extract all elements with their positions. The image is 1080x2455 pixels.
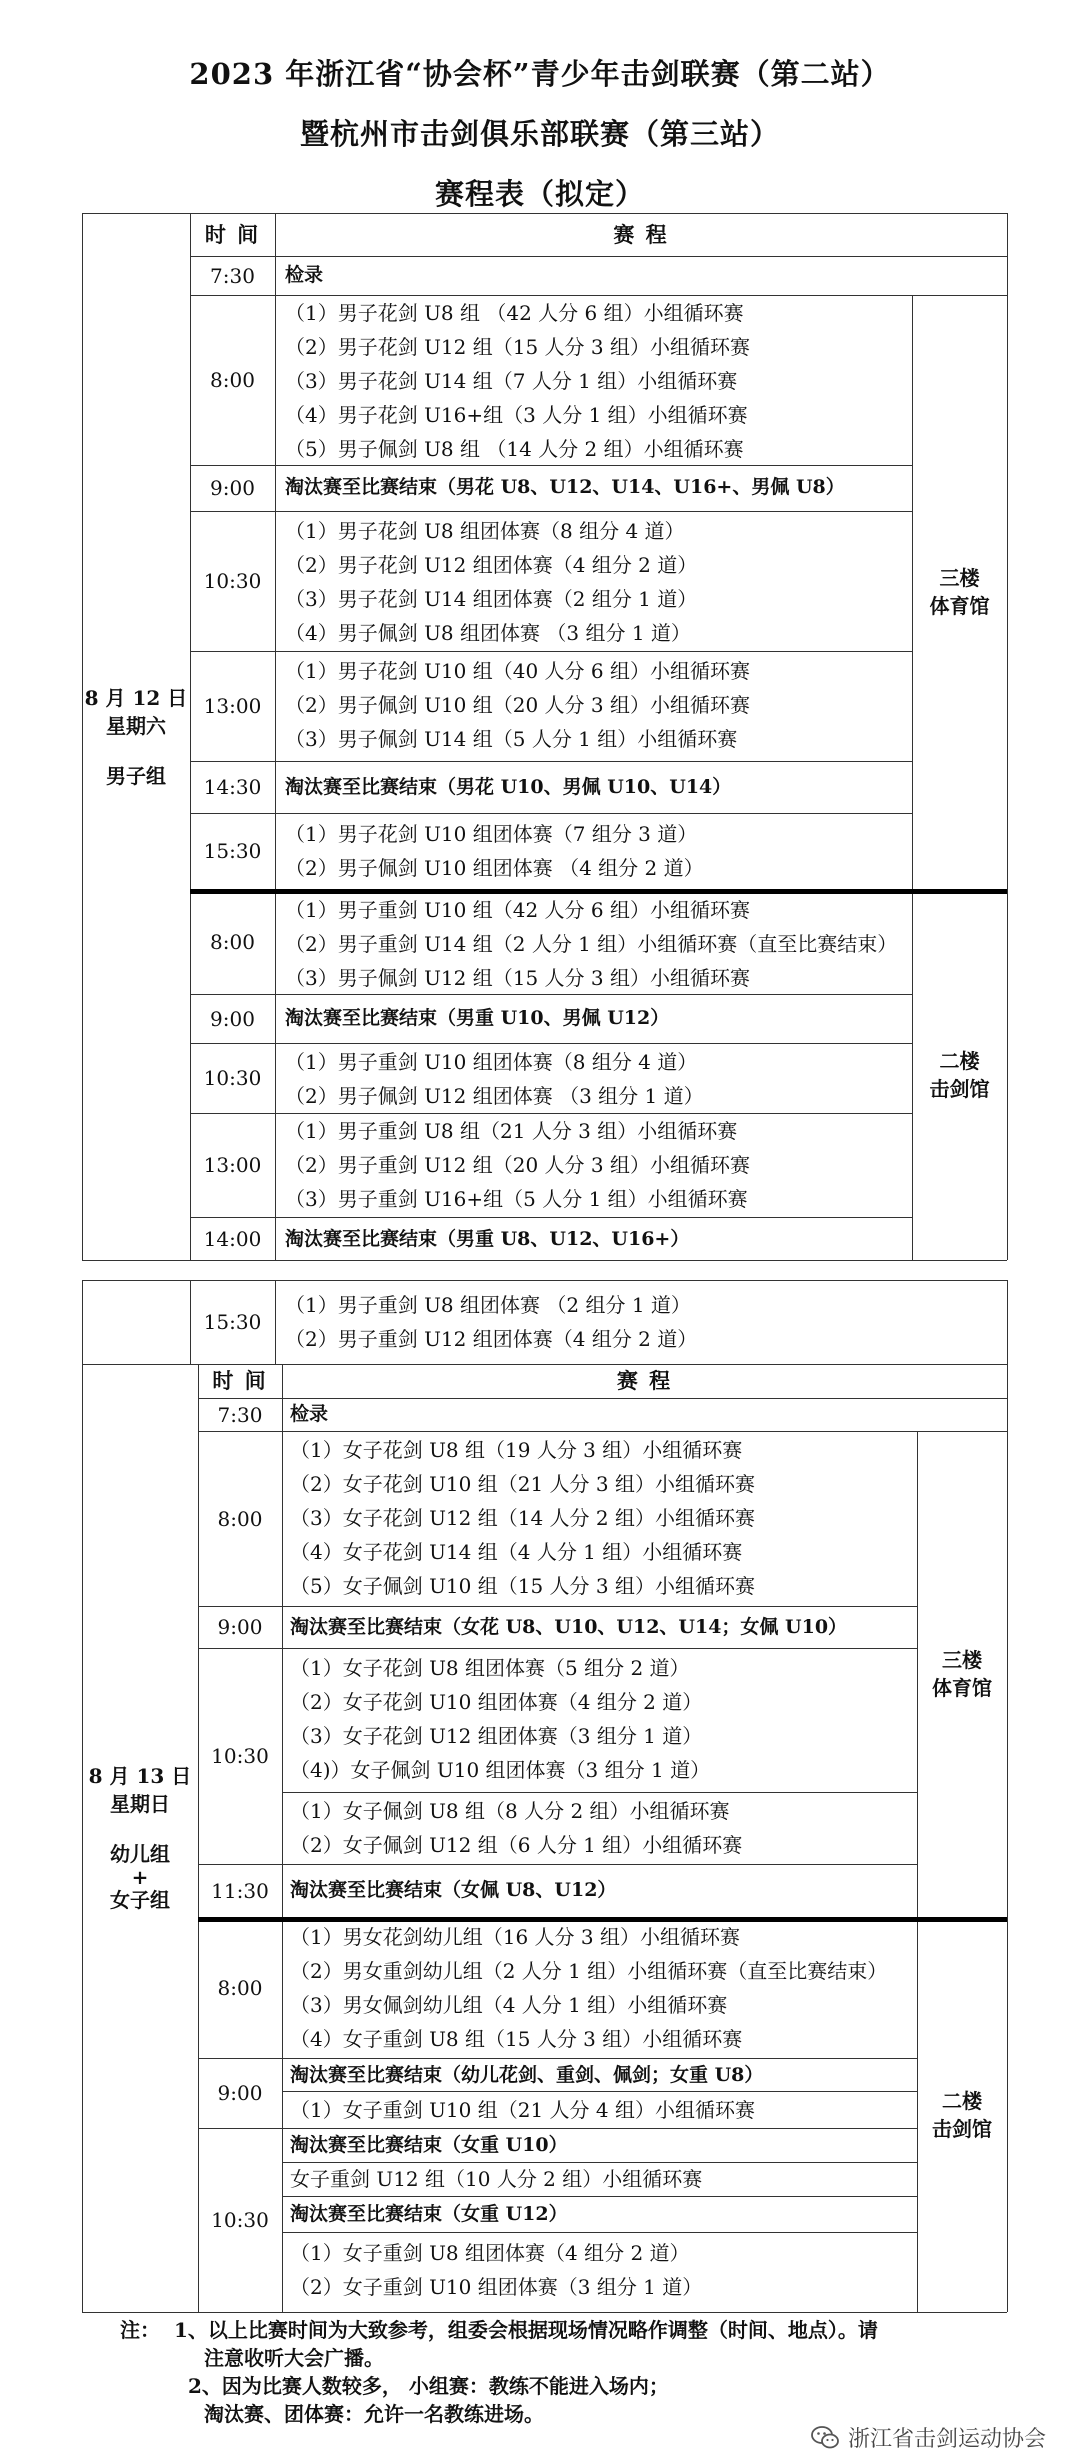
event-list: 淘汰赛至比赛结束（男花 U8、U12、U14、U16+、男佩 U8） — [285, 476, 845, 498]
time-cell: 11:30 — [211, 1878, 269, 1903]
notes — [120, 2316, 878, 2428]
event-list: 淘汰赛至比赛结束（男重 U10、男佩 U12） — [285, 1007, 670, 1029]
day2-plus: + — [131, 1865, 149, 1889]
event-list: 检录 — [290, 1403, 329, 1425]
day1-venue-a: 三楼 体育馆 — [929, 566, 990, 618]
watermark — [810, 2422, 1046, 2453]
notes-label: 注： — [120, 2318, 160, 2342]
time-column-header: 时 间 — [204, 221, 261, 247]
time-cell: 14:00 — [203, 1226, 262, 1251]
time-cell: 9:00 — [210, 1006, 255, 1031]
time-cell: 7:30 — [210, 263, 255, 288]
event-list: （1）女子重剑 U8 组团体赛（4 组分 2 道） （2）女子重剑 U10 组团体赛（3 组分 1 道） — [290, 2241, 703, 2299]
event-list: （1）男女花剑幼儿组（16 人分 3 组）小组循环赛 （2）男女重剑幼儿组（2 人分 1 组）小组循环赛（直至比赛结束） （3）男女佩剑幼儿组（4 人分 1 组）小组循环赛 （4）女子重剑 U8 组（15 人分 3 组）小组循环赛 — [290, 1925, 888, 2051]
event-list: （1）女子花剑 U8 组（19 人分 3 组）小组循环赛 （2）女子花剑 U10 组（21 人分 3 组）小组循环赛 （3）女子花剑 U12 组（14 人分 2 组）小组循环赛 （4）女子花剑 U14 组（4 人分 1 组）小组循环赛 （5）女子佩剑 U10 组（15 人分 3 组）小组循环赛 — [290, 1438, 755, 1598]
event-list: 淘汰赛至比赛结束（男花 U10、男佩 U10、U14） — [285, 776, 732, 798]
event-list: 淘汰赛至比赛结束（女花 U8、U10、U12、U14；女佩 U10） — [290, 1616, 848, 1638]
time-cell: 8:00 — [217, 1975, 263, 2000]
day2-group-1: 幼儿组 — [110, 1842, 170, 1866]
day1-venue-b: 二楼 击剑馆 — [929, 1048, 990, 1101]
event-list: （1）男子重剑 U8 组（21 人分 3 组）小组循环赛 （2）男子重剑 U12 组（20 人分 3 组）小组循环赛 （3）男子重剑 U16+组（5 人分 1 组）小组循环赛 — [285, 1119, 750, 1211]
day1-group: 男子组 — [106, 763, 166, 788]
time-cell: 13:00 — [203, 694, 262, 718]
event-list: （1）男子花剑 U10 组（40 人分 6 组）小组循环赛 （2）男子佩剑 U10 组（20 人分 3 组）小组循环赛 （3）男子佩剑 U14 组（5 人分 1 组）小组循环赛 — [285, 659, 750, 751]
time-cell: 15:30 — [203, 1310, 262, 1334]
note-2a: 2、因为比赛人数较多， 小组赛：教练不能进入场内； — [188, 2374, 669, 2398]
event-list: （1）男子重剑 U8 组团体赛 （2 组分 1 道） （2）男子重剑 U12 组团体赛（4 组分 2 道） — [285, 1293, 698, 1351]
day1-date: 8 月 12 日 — [84, 685, 188, 710]
day2-group-2: 女子组 — [110, 1888, 170, 1912]
day2-venue-a: 三楼 体育馆 — [932, 1648, 992, 1700]
day2-weekday: 星期日 — [110, 1792, 170, 1816]
time-cell: 10:30 — [211, 1744, 269, 1768]
event-list: （1）男子重剑 U10 组团体赛（8 组分 4 道） （2）男子佩剑 U12 组团体赛 （3 组分 1 道） — [285, 1050, 704, 1108]
time-cell: 9:00 — [217, 2081, 263, 2105]
event-list: （1）女子重剑 U10 组（21 人分 4 组）小组循环赛 — [290, 2098, 755, 2122]
event-list: 淘汰赛至比赛结束（女重 U10） — [290, 2134, 568, 2156]
event-list: 淘汰赛至比赛结束（女重 U12） — [290, 2203, 568, 2225]
day2-date-cell — [82, 1364, 198, 2312]
event-list: 检录 — [285, 264, 324, 286]
time-cell: 13:00 — [203, 1153, 262, 1177]
day1-weekday: 星期六 — [106, 713, 166, 738]
page-subtitle: 暨杭州市击剑俱乐部联赛（第三站） — [299, 117, 780, 151]
time-cell: 10:30 — [203, 1066, 262, 1090]
event-list: 女子重剑 U12 组（10 人分 2 组）小组循环赛 — [290, 2167, 703, 2191]
note-1b: 注意收听大会广播。 — [204, 2346, 384, 2370]
event-list: 淘汰赛至比赛结束（幼儿花剑、重剑、佩剑；女重 U8） — [290, 2064, 764, 2086]
event-list: 淘汰赛至比赛结束（男重 U8、U12、U16+） — [285, 1228, 690, 1250]
event-list: （1）男子重剑 U10 组（42 人分 6 组）小组循环赛 （2）男子重剑 U14 组（2 人分 1 组）小组循环赛（直至比赛结束） （3）男子佩剑 U12 组（15 人分 3 组）小组循环赛 — [285, 898, 898, 990]
schedule-column-header: 赛 程 — [613, 221, 669, 247]
event-list: 淘汰赛至比赛结束（女佩 U8、U12） — [290, 1879, 617, 1901]
time-cell: 9:00 — [217, 1615, 263, 1639]
time-column-header: 时 间 — [212, 1368, 268, 1393]
event-list: （1）女子佩剑 U8 组（8 人分 2 组）小组循环赛 （2）女子佩剑 U12 组（6 人分 1 组）小组循环赛 — [290, 1799, 743, 1857]
time-cell: 9:00 — [210, 476, 255, 500]
time-cell: 8:00 — [210, 929, 255, 954]
time-cell: 15:30 — [203, 839, 262, 863]
time-cell: 7:30 — [217, 1402, 263, 1427]
day1-date-cell — [82, 213, 190, 1260]
event-list: （1）男子花剑 U8 组 （42 人分 6 组）小组循环赛 （2）男子花剑 U12 组（15 人分 3 组）小组循环赛 （3）男子花剑 U14 组（7 人分 1 组）小组循环赛 （4）男子花剑 U16+组（3 人分 1 组）小组循环赛 （5）男子佩剑 U8 组 （14 人分 2 组）小组循环赛 — [285, 301, 750, 461]
day2-venue-b: 二楼 击剑馆 — [932, 2088, 992, 2141]
event-list: （1）男子花剑 U10 组团体赛（7 组分 3 道） （2）男子佩剑 U10 组团体赛 （4 组分 2 道） — [285, 822, 704, 880]
day2-date: 8 月 13 日 — [88, 1764, 192, 1788]
time-cell: 14:30 — [203, 775, 262, 799]
time-cell: 8:00 — [217, 1506, 263, 1531]
schedule-column-header: 赛 程 — [616, 1368, 673, 1393]
event-list: （1）女子花剑 U8 组团体赛（5 组分 2 道） （2）女子花剑 U10 组团体赛（4 组分 2 道） （3）女子花剑 U12 组团体赛（3 组分 1 道） （4)）女子佩剑 U10 组团体赛（3 组分 1 道） — [290, 1656, 711, 1782]
note-1a: 1、以上比赛时间为大致参考，组委会根据现场情况略作调整（时间、地点）。请 — [174, 2318, 878, 2342]
time-cell: 10:30 — [211, 2208, 269, 2232]
time-cell: 10:30 — [203, 569, 262, 593]
time-cell: 8:00 — [210, 368, 255, 392]
watermark-text: 浙江省击剑运动协会 — [847, 2427, 1046, 2452]
schedule-heading: 赛程表（拟定） — [434, 177, 645, 211]
event-list: （1）男子花剑 U8 组团体赛（8 组分 4 道） （2）男子花剑 U12 组团体赛（4 组分 2 道） （3）男子花剑 U14 组团体赛（2 组分 1 道） （4）男子佩剑 U8 组团体赛 （3 组分 1 道） — [285, 519, 698, 645]
wechat-icon — [810, 2425, 840, 2451]
page-title: 2023 年浙江省“协会杯”青少年击剑联赛（第二站） — [189, 57, 891, 91]
note-2b: 淘汰赛、团体赛：允许一名教练进场。 — [204, 2402, 544, 2426]
